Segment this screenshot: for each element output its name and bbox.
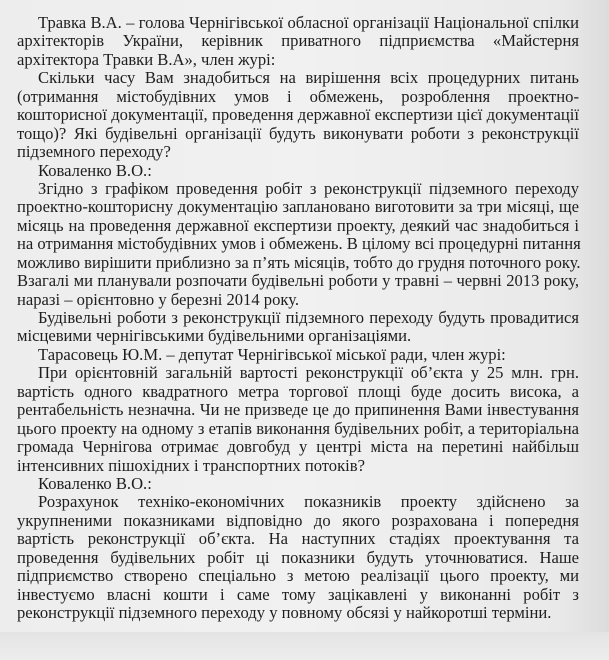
text-line: цього проекту на одному з етапів виконання будівельних робіт, а територіальна [17, 418, 579, 438]
text-line: Розрахунок техніко-економічних показників проекту здійснено за [38, 492, 579, 512]
paragraph [17, 309, 579, 346]
text-line: Коваленко В.О.: [38, 160, 152, 180]
text-line: місяць на проведення державної експертизи проекту, деякий час знадобиться і [17, 215, 579, 235]
text-line: Коваленко В.О.: [38, 473, 152, 493]
text-line: Скільки часу Вам знадобиться на вирішення всіх процедурних питань [38, 68, 579, 88]
paragraph [17, 475, 579, 493]
paragraph [17, 14, 579, 69]
text-line: реконструкції підземного переходу у повному обсязі у найкоротші терміни. [17, 603, 552, 622]
text-line: Будівельні роботи з реконструкції підземного переходу будуть провадитися [38, 308, 579, 327]
paragraph [17, 493, 579, 622]
paragraph [17, 69, 579, 161]
text-line: Тарасовець Ю.М. – депутат Чернігівської міської ради, член журі: [38, 344, 506, 364]
text-line: рентабельність незначна. Чи не призведе це до припинення Вами інвестування [17, 400, 579, 420]
text-line: проектно-кошторисну документацію заплановано виготовити за три місяці, ще [17, 197, 579, 217]
paragraph [17, 364, 579, 475]
text-line: тощо)? Які будівельні організації будуть виконувати роботи з реконструкції [17, 123, 579, 143]
text-line: (отримання містобудівних умов і обмежень, розроблення проектно- [17, 86, 579, 106]
text-line: громада Чернігова отримає довгобуд у центрі міста на перетині найбільш [17, 437, 579, 457]
text-line: архітектора Травки В.А», член журі: [17, 49, 276, 69]
text-line: проведення будівельних робіт ці показники будуть уточнюватися. Наше [17, 547, 579, 567]
text-line: кошторисної документації, проведення державної експертизи цієї документації [17, 105, 579, 125]
text-line: архітекторів України, керівник приватного підприємства «Майстерня [17, 31, 579, 51]
paragraph [17, 180, 579, 309]
text-line: Травка В.А. – голова Чернігівської обласної організації Національної спілки [38, 13, 579, 32]
text-line: на отримання містобудівних умов і обмежень. В цілому всі процедурні питання [17, 234, 581, 254]
text-line: При орієнтовній загальній вартості реконструкції об’єкта у 25 млн. грн. [38, 363, 579, 383]
text-line: підземного переходу? [17, 142, 171, 162]
page-bottom-margin [0, 632, 609, 660]
text-line: вартість одного квадратного метра торгової площі буде досить висока, а [17, 381, 579, 401]
text-line: можливо вирішити приблизно за п’ять місяців, тобто до грудня поточного року. [17, 252, 581, 272]
text-line: місцевими чернігівськими будівельними організаціями. [17, 326, 412, 346]
paragraph [17, 162, 579, 180]
text-line: інтенсивних пішохідних і транспортних потоків? [17, 455, 365, 475]
text-line: підприємство створено спеціально з метою реалізації цього проекту, ми [17, 566, 579, 586]
text-line: Взагалі ми планували розпочати будівельні роботи у травні – червні 2013 року, [17, 271, 579, 291]
text-line: Згідно з графіком проведення робіт з реконструкції підземного переходу [38, 178, 579, 198]
document-body [17, 14, 579, 622]
text-line: наразі – орієнтовно у березні 2014 року. [17, 289, 299, 309]
paragraph [17, 346, 579, 364]
text-line: інвестуємо власні кошти і саме тому зацікавлені у виконанні робіт з [17, 584, 579, 604]
text-line: укрупненими показниками відповідно до якого розрахована і попередня [17, 510, 579, 530]
text-line: вартість реконструкції об’єкта. На наступних стадіях проектування та [17, 529, 579, 549]
